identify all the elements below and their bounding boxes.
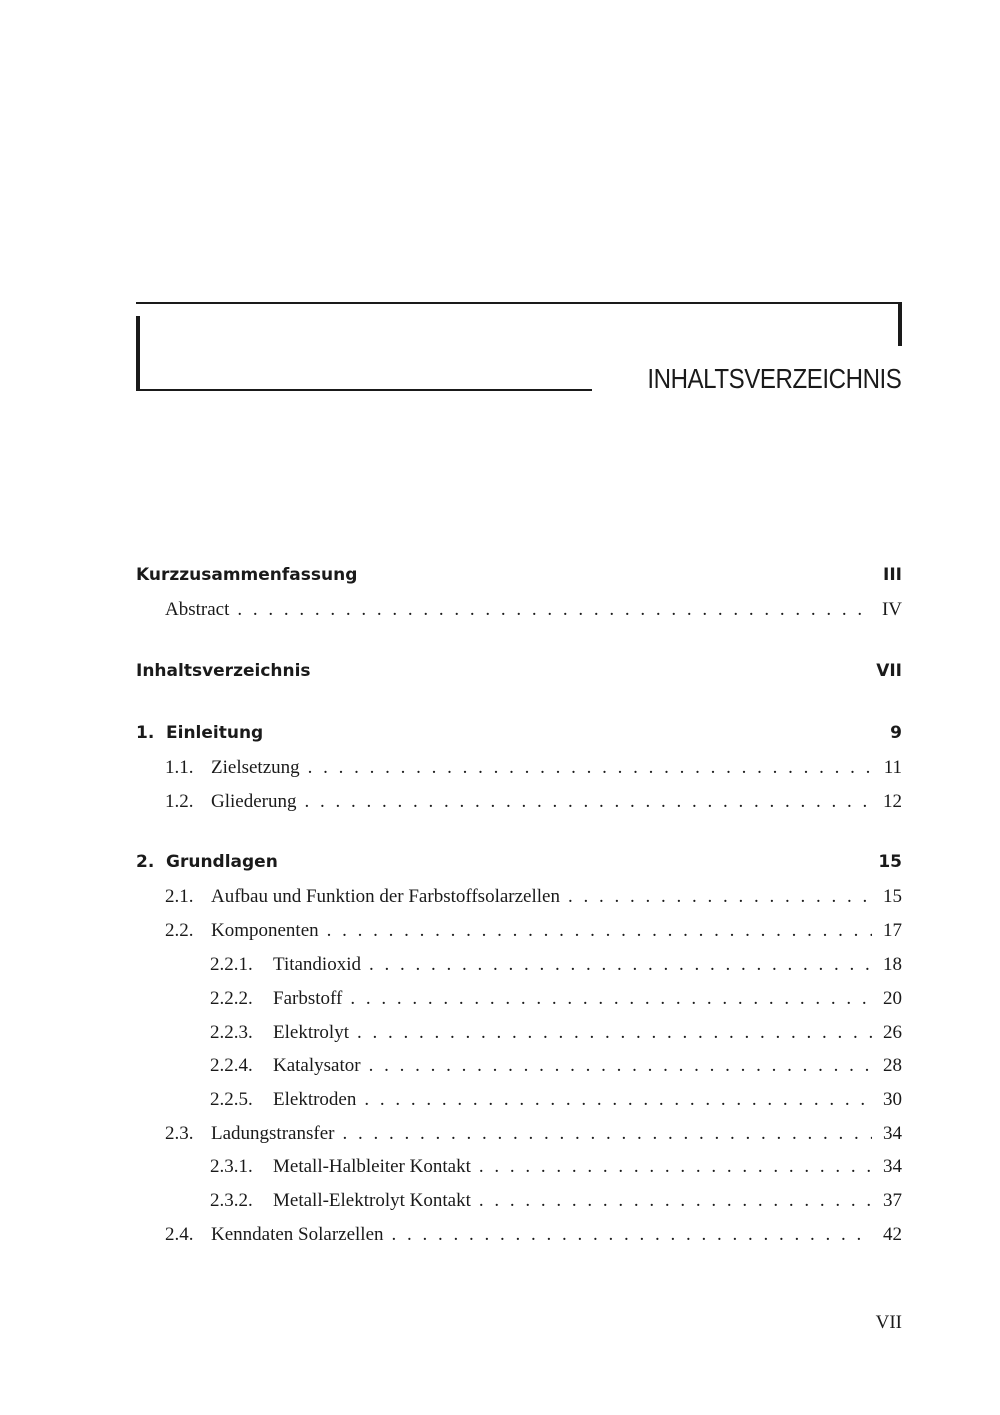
toc-entry-label: Metall-Elektrolyt Kontakt [273, 1190, 471, 1211]
toc-section-entry[interactable] [136, 599, 902, 629]
toc-entry-number: 2.3.2. [210, 1190, 253, 1211]
toc-dot-leader [350, 988, 872, 1010]
toc-entry-number: 2.2.5. [210, 1089, 253, 1110]
toc-entry-number: 2.1. [165, 886, 194, 907]
toc-section-entry[interactable] [136, 1089, 902, 1119]
chapter-title: INHALTSVERZEICHNIS [646, 363, 901, 394]
toc-entry-page: 37 [883, 1190, 902, 1211]
toc-entry-number: 2.2.2. [210, 988, 253, 1009]
toc-entry-page: IV [881, 599, 902, 620]
toc-entry-label: Kenndaten Solarzellen [211, 1224, 384, 1245]
toc-section-entry[interactable] [136, 1022, 902, 1052]
toc-entry-page: 30 [883, 1089, 902, 1110]
toc-entry-number: 2. [136, 852, 155, 872]
toc-section-entry[interactable] [136, 988, 902, 1018]
frame-bottom-rule [136, 389, 592, 391]
toc-entry-number: 2.2.3. [210, 1022, 253, 1043]
toc-section-entry[interactable] [136, 954, 902, 984]
toc-dot-leader [304, 791, 872, 813]
toc-entry-page: VII [876, 661, 902, 681]
toc-entry-number: 2.3.1. [210, 1156, 253, 1177]
toc-entry-number: 2.2. [165, 920, 194, 941]
toc-chapter-entry[interactable] [136, 661, 902, 691]
toc-entry-number: 1. [136, 723, 155, 743]
toc-entry-page: 28 [883, 1055, 902, 1076]
toc-dot-leader [479, 1156, 872, 1178]
toc-dot-leader [364, 1089, 872, 1111]
toc-entry-page: 15 [878, 852, 902, 872]
toc-entry-page: 20 [883, 988, 902, 1009]
toc-section-entry[interactable] [136, 757, 902, 787]
frame-right-bar [898, 302, 902, 346]
toc-dot-leader [392, 1224, 872, 1246]
toc-dot-leader [237, 599, 872, 621]
toc-entry-page: 18 [883, 954, 902, 975]
toc-entry-page: III [883, 565, 902, 585]
toc-entry-page: 26 [883, 1022, 902, 1043]
toc-entry-number: 2.2.1. [210, 954, 253, 975]
toc-entry-label: Elektrolyt [273, 1022, 349, 1043]
toc-dot-leader [357, 1022, 872, 1044]
toc-chapter-entry[interactable] [136, 565, 902, 595]
toc-entry-label: Elektroden [273, 1089, 357, 1110]
toc-entry-number: 1.2. [165, 791, 194, 812]
toc-entry-label: Ladungstransfer [211, 1123, 335, 1144]
toc-section-entry[interactable] [136, 1055, 902, 1085]
toc-dot-leader [479, 1190, 872, 1212]
toc-entry-label: Grundlagen [166, 852, 278, 872]
toc-dot-leader [308, 757, 872, 779]
toc-entry-label: Einleitung [166, 723, 264, 743]
toc-entry-page: 9 [890, 723, 902, 743]
toc-section-entry[interactable] [136, 1156, 902, 1186]
toc-dot-leader [327, 920, 872, 942]
toc-section-entry[interactable] [136, 1190, 902, 1220]
toc-entry-number: 2.3. [165, 1123, 194, 1144]
toc-entry-number: 1.1. [165, 757, 194, 778]
frame-top-rule [136, 302, 902, 304]
toc-dot-leader [369, 954, 872, 976]
toc-chapter-entry[interactable] [136, 852, 902, 882]
toc-section-entry[interactable] [136, 920, 902, 950]
toc-entry-label: Katalysator [273, 1055, 361, 1076]
toc-section-entry[interactable] [136, 791, 902, 821]
toc-entry-label: Zielsetzung [211, 757, 300, 778]
toc-entry-label: Metall-Halbleiter Kontakt [273, 1156, 471, 1177]
toc-entry-label: Gliederung [211, 791, 297, 812]
toc-entry-label: Kurzzusammenfassung [136, 565, 358, 585]
toc-entry-label: Aufbau und Funktion der Farbstoffsolarzellen [211, 886, 560, 907]
toc-section-entry[interactable] [136, 1123, 902, 1153]
frame-left-bar [136, 316, 140, 391]
toc-dot-leader [342, 1123, 872, 1145]
toc-entry-number: 2.4. [165, 1224, 194, 1245]
toc-dot-leader [369, 1055, 872, 1077]
toc-entry-page: 12 [883, 791, 902, 812]
toc-entry-label: Komponenten [211, 920, 319, 941]
toc-entry-page: 34 [883, 1156, 902, 1177]
toc-section-entry[interactable] [136, 886, 902, 916]
toc-entry-page: 17 [883, 920, 902, 941]
toc-entry-label: Inhaltsverzeichnis [136, 661, 311, 681]
toc-entry-label: Abstract [165, 599, 230, 620]
toc-entry-page: 11 [883, 757, 902, 778]
toc-entry-page: 15 [883, 886, 902, 907]
toc-entry-number: 2.2.4. [210, 1055, 253, 1076]
toc-section-entry[interactable] [136, 1224, 902, 1254]
toc-entry-label: Farbstoff [273, 988, 343, 1009]
toc-entry-page: 34 [883, 1123, 902, 1144]
toc-chapter-entry[interactable] [136, 723, 902, 753]
toc-dot-leader [568, 886, 872, 908]
footer-page-number: VII [875, 1312, 902, 1333]
toc-entry-label: Titandioxid [273, 954, 361, 975]
toc-entry-page: 42 [883, 1224, 902, 1245]
